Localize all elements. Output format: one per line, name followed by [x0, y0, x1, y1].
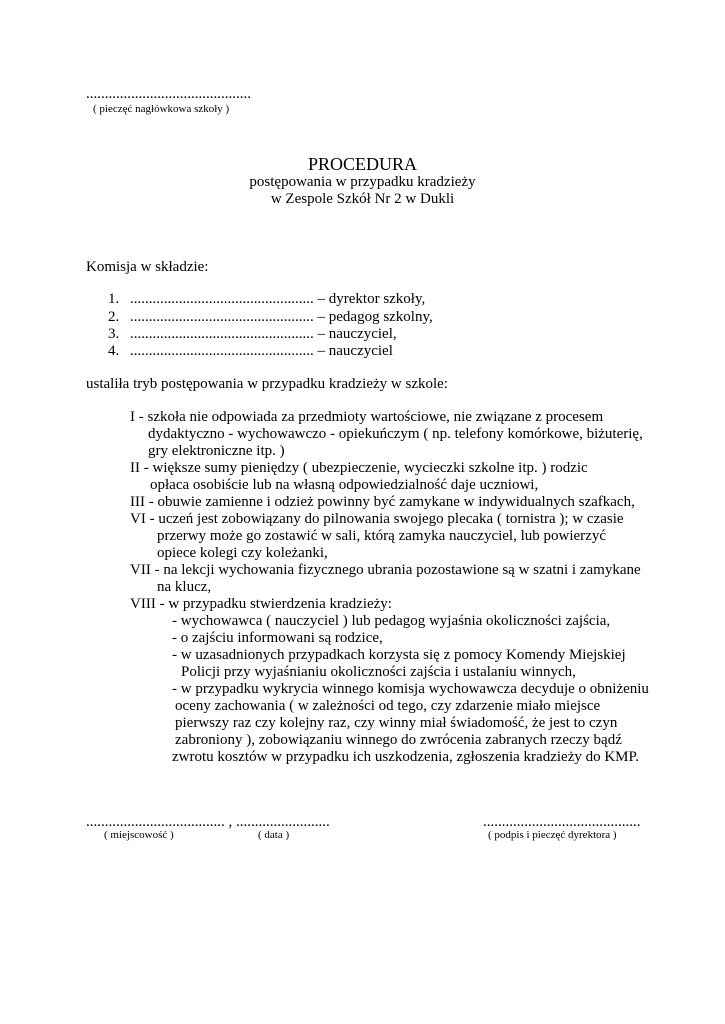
member-number: 3.: [108, 326, 120, 342]
member-text: ................................................. – dyrektor szkoły,: [130, 291, 426, 307]
signature-dotted-line: ..........................................: [483, 814, 641, 830]
date-caption: ( data ): [258, 829, 290, 841]
intro-text: ustaliła tryb postępowania w przypadku kradzieży w szkole:: [86, 376, 448, 392]
rule-viii-item-c-line-1: - w uzasadnionych przypadkach korzysta się z pomocy Komendy Miejskiej: [172, 647, 626, 663]
rule-vii-line-1: VII - na lekcji wychowania fizycznego ubrania pozostawione są w szatni i zamykane: [130, 562, 641, 578]
rule-i-line-2: dydaktyczno - wychowawczo - opiekuńczym ( np. telefony komórkowe, biżuterię,: [148, 426, 643, 442]
signature-caption: ( podpis i pieczęć dyrektora ): [488, 829, 617, 841]
committee-heading: Komisja w składzie:: [86, 259, 209, 275]
rule-viii-item-d-line-2: oceny zachowania ( w zależności od tego, czy zdarzenie miało miejsce: [175, 698, 601, 714]
committee-member: [108, 326, 397, 343]
committee-member: [108, 291, 425, 308]
rule-viii-item-d-line-4: zabroniony ), zobowiązaniu winnego do zwrócenia zabranych rzeczy bądź: [175, 732, 622, 748]
rule-vii-line-2: na klucz,: [157, 579, 212, 595]
document-subtitle-2: w Zespole Szkół Nr 2 w Dukli: [270, 191, 455, 207]
document-title: PROCEDURA: [307, 154, 418, 174]
member-number: 2.: [108, 309, 120, 325]
document-subtitle-1: postępowania w przypadku kradzieży: [249, 174, 476, 190]
rule-i-line-1: I - szkoła nie odpowiada za przedmioty wartościowe, nie związane z procesem: [130, 409, 604, 425]
rule-viii-item-b: - o zajściu informowani są rodzice,: [172, 630, 383, 646]
member-number: 4.: [108, 343, 120, 359]
rule-viii-item-a: - wychowawca ( nauczyciel ) lub pedagog wyjaśnia okoliczności zajścia,: [172, 613, 611, 629]
stamp-dotted-line: ............................................: [86, 86, 251, 102]
rule-iii-line-1: III - obuwie zamienne i odzież powinny być zamykane w indywidualnych szafkach,: [130, 494, 635, 510]
rule-vi-line-2: przerwy może go zostawić w sali, którą zamyka nauczyciel, lub powierzyć: [157, 528, 606, 544]
committee-member: [108, 309, 433, 326]
rule-viii-line-1: VIII - w przypadku stwierdzenia kradzieży:: [130, 596, 392, 612]
stamp-caption: ( pieczęć nagłówkowa szkoły ): [93, 103, 230, 115]
rule-viii-item-c-line-2: Policji przy wyjaśnianiu okoliczności zajścia i ustalaniu winnych,: [181, 664, 576, 680]
member-text: ................................................. – pedagog szkolny,: [130, 309, 433, 325]
member-text: ................................................. – nauczyciel,: [130, 326, 397, 342]
member-number: 1.: [108, 291, 120, 307]
rule-i-line-3: gry elektroniczne itp. ): [148, 443, 285, 459]
rule-vi-line-3: opiece kolegi czy koleżanki,: [157, 545, 328, 561]
place-date-dotted-line: ..................................... , .........................: [86, 814, 330, 830]
rule-viii-item-d-line-1: - w przypadku wykrycia winnego komisja wychowawcza decyduje o obniżeniu: [172, 681, 649, 697]
rule-ii-line-1: II - większe sumy pieniędzy ( ubezpieczenie, wycieczki szkolne itp. ) rodzic: [130, 460, 588, 476]
rule-ii-line-2: opłaca osobiście lub na własną odpowiedzialność daje uczniowi,: [150, 477, 539, 493]
place-caption: ( miejscowość ): [104, 829, 174, 841]
rule-vi-line-1: VI - uczeń jest zobowiązany do pilnowania swojego plecaka ( tornistra ); w czasie: [130, 511, 624, 527]
rule-viii-item-d-line-5: zwrotu kosztów w przypadku ich uszkodzenia, zgłoszenia kradzieży do KMP.: [172, 749, 639, 765]
rule-viii-item-d-line-3: pierwszy raz czy kolejny raz, czy winny miał świadomość, że jest to czyn: [175, 715, 618, 731]
member-text: ................................................. – nauczyciel: [130, 343, 393, 359]
committee-member: [108, 343, 393, 360]
